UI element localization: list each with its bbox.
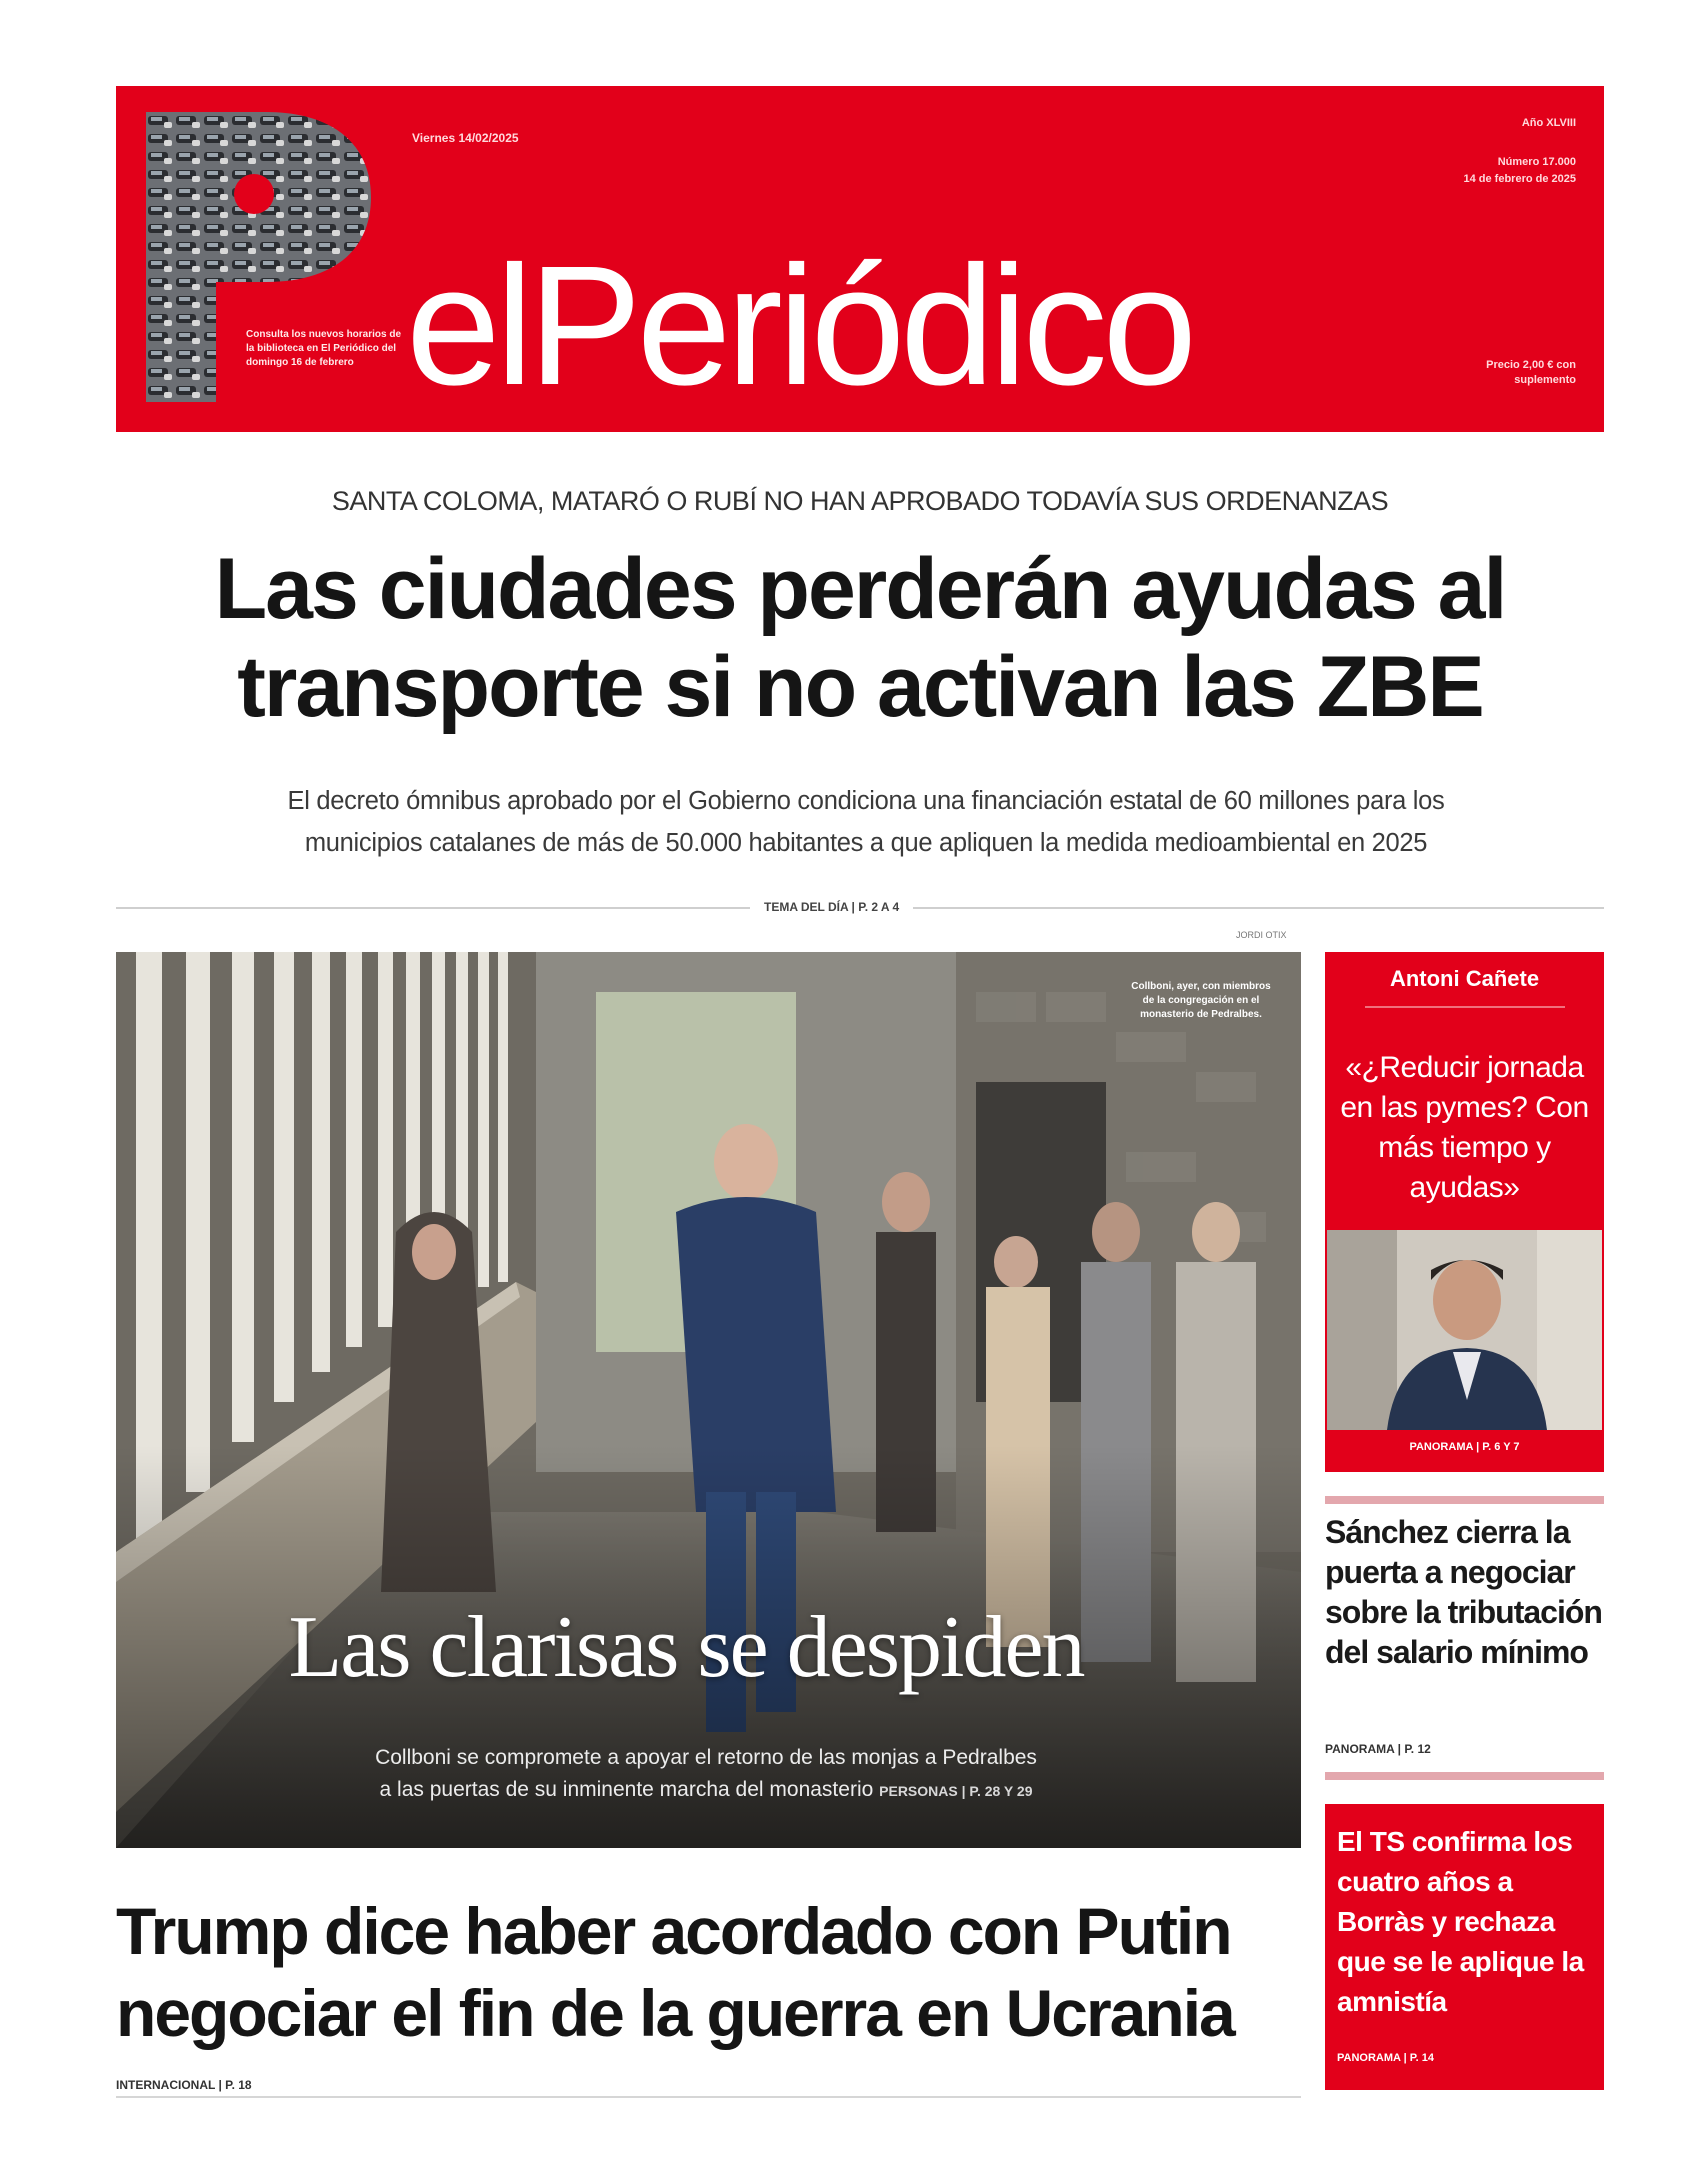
masthead-date: Viernes 14/02/2025 <box>412 131 519 145</box>
photo-sub-line2 <box>206 1774 1206 1807</box>
sidebar-story-ref[interactable]: PANORAMA | P. 12 <box>1325 1742 1431 1756</box>
photo-caption: Collboni, ayer, con miembros de la congregación en el monasterio de Pedralbes. <box>1131 981 1271 1020</box>
bottom-headline-line1: Trump dice haber acordado con Putin <box>116 1894 1231 1968</box>
opinion-divider <box>1365 1006 1565 1008</box>
sidebar-divider-2 <box>1325 1772 1604 1780</box>
photo-sub-line1: Collboni se compromete a apoyar el retorno de las monjas a Pedralbes <box>375 1746 1037 1769</box>
photo-credit: JORDI OTIX <box>1236 930 1287 940</box>
masthead-issue-info <box>1463 116 1576 187</box>
sidebar-divider-1 <box>1325 1496 1604 1504</box>
masthead-price: Precio 2,00 € con suplemento <box>1486 359 1576 386</box>
masthead-number: Número 17.000 <box>1497 156 1576 168</box>
photo-subtitle <box>206 1742 1206 1807</box>
opinion-box[interactable] <box>1325 952 1604 1472</box>
lead-page-ref[interactable]: TEMA DEL DÍA | P. 2 A 4 <box>750 897 913 917</box>
cloister-illustration <box>116 952 1301 1848</box>
opinion-quote: «¿Reducir jornada en las pymes? Con más tiempo y ayudas» <box>1340 1051 1589 1204</box>
masthead-year: Año XLVIII <box>1521 117 1576 129</box>
sidebar-story-headline[interactable]: Sánchez cierra la puerta a negociar sobre la tributación del salario mínimo <box>1325 1514 1602 1670</box>
bottom-divider <box>116 2096 1301 2098</box>
photo-sub-line2-text: a las puertas de su inminente marcha del monasterio <box>379 1778 874 1801</box>
masthead-fulldate: 14 de febrero de 2025 <box>1463 173 1576 185</box>
lead-deck <box>116 780 1616 864</box>
photo-title[interactable]: Las clarisas se despiden <box>288 1599 1084 1696</box>
opinion-author: Antoni Cañete <box>1389 966 1540 991</box>
bottom-headline-line2: negociar el fin de la guerra en Ucrania <box>116 1976 1234 2050</box>
photo-page-ref[interactable]: PERSONAS | P. 28 Y 29 <box>879 1783 1033 1799</box>
lead-headline[interactable] <box>100 540 1620 736</box>
brand-title: elPeriódico <box>406 231 1193 421</box>
lead-kicker: SANTA COLOMA, MATARÓ O RUBÍ NO HAN APROBADO TODAVÍA SUS ORDENANZAS <box>331 486 1389 516</box>
lead-deck-line1: El decreto ómnibus aprobado por el Gobierno condiciona una financiación estatal de 60 millones para los <box>287 787 1445 815</box>
sidebar-red-ref[interactable]: PANORAMA | P. 14 <box>1337 2052 1435 2064</box>
sidebar-red-headline: El TS confirma los cuatro años a Borràs y rechaza que se le aplique la amnistía <box>1337 1826 1584 2017</box>
bottom-page-ref[interactable]: INTERNACIONAL | P. 18 <box>116 2078 252 2092</box>
bottom-headline[interactable] <box>116 1890 1316 2054</box>
lead-headline-line2: transporte si no activan las ZBE <box>237 639 1483 735</box>
cover-photo[interactable] <box>116 952 1301 1848</box>
sidebar-red-box[interactable] <box>1325 1804 1604 2090</box>
masthead-promo: Consulta los nuevos horarios de la biblioteca en El Periódico del domingo 16 de febrero <box>246 329 402 368</box>
lead-deck-line2: municipios catalanes de más de 50.000 habitantes a que apliquen la medida medioambiental en 2025 <box>304 829 1428 857</box>
masthead <box>116 86 1604 432</box>
lead-headline-line1: Las ciudades perderán ayudas al <box>214 541 1506 637</box>
opinion-page-ref[interactable]: PANORAMA | P. 6 Y 7 <box>1409 1441 1520 1453</box>
author-portrait <box>1327 1230 1602 1430</box>
